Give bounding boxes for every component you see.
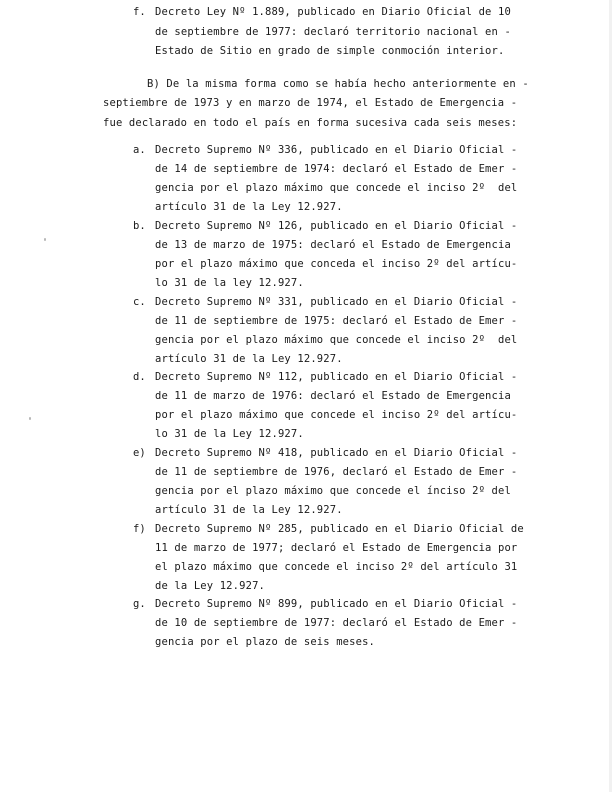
item-c-line: Decreto Supremo Nº 331, publicado en el Diario Oficial - xyxy=(155,296,518,308)
item-a-label: a. xyxy=(133,144,146,156)
item-f-top-label: f. xyxy=(133,6,146,18)
section-b-line: fue declarado en todo el país en forma sucesiva cada seis meses: xyxy=(103,117,518,129)
item-d-line: de 11 de marzo de 1976: declaró el Estado de Emergencia xyxy=(155,390,511,402)
item-g-line: Decreto Supremo Nº 899, publicado en el Diario Oficial - xyxy=(155,598,518,610)
item-g-line: gencia por el plazo de seis meses. xyxy=(155,636,376,648)
item-e-label: e) xyxy=(133,447,146,459)
item-f-top-line: Estado de Sitio en grado de simple conmoción interior. xyxy=(155,45,505,57)
item-f-line: de la Ley 12.927. xyxy=(155,580,266,592)
item-f-line: el plazo máximo que concede el inciso 2º del artículo 31 xyxy=(155,561,518,573)
item-e-line: artículo 31 de la Ley 12.927. xyxy=(155,504,343,516)
item-b-line: Decreto Supremo Nº 126, publicado en el Diario Oficial - xyxy=(155,220,518,232)
item-g-line: de 10 de septiembre de 1977: declaró el Estado de Emer - xyxy=(155,617,518,629)
item-c-line: gencia por el plazo máximo que concede el inciso 2º del xyxy=(155,334,518,346)
item-c-line: de 11 de septiembre de 1975: declaró el Estado de Emer - xyxy=(155,315,518,327)
item-a-line: gencia por el plazo máximo que concede el inciso 2º del xyxy=(155,182,518,194)
item-c-line: artículo 31 de la Ley 12.927. xyxy=(155,353,343,365)
scan-speck xyxy=(29,417,31,420)
section-b-line: B) De la misma forma como se había hecho anteriormente en - xyxy=(147,78,529,90)
item-f-top-line: Decreto Ley Nº 1.889, publicado en Diario Oficial de 10 xyxy=(155,6,511,18)
item-f-line: 11 de marzo de 1977; declaró el Estado de Emergencia por xyxy=(155,542,518,554)
item-c-label: c. xyxy=(133,296,146,308)
item-b-line: por el plazo máximo que conceda el inciso 2º del artícu- xyxy=(155,258,518,270)
item-a-line: artículo 31 de la Ley 12.927. xyxy=(155,201,343,213)
item-b-line: lo 31 de la ley 12.927. xyxy=(155,277,304,289)
item-a-line: de 14 de septiembre de 1974: declaró el Estado de Emer - xyxy=(155,163,518,175)
scan-speck xyxy=(44,238,46,241)
item-d-line: lo 31 de la Ley 12.927. xyxy=(155,428,304,440)
section-b-line: septiembre de 1973 y en marzo de 1974, el Estado de Emergencia - xyxy=(103,97,518,109)
item-g-label: g. xyxy=(133,598,146,610)
item-a-line: Decreto Supremo Nº 336, publicado en el Diario Oficial - xyxy=(155,144,518,156)
item-e-line: gencia por el plazo máximo que concede el ínciso 2º del xyxy=(155,485,511,497)
item-f-line: Decreto Supremo Nº 285, publicado en el Diario Oficial de xyxy=(155,523,524,535)
item-b-line: de 13 de marzo de 1975: declaró el Estado de Emergencia xyxy=(155,239,511,251)
item-e-line: Decreto Supremo Nº 418, publicado en el Diario Oficial - xyxy=(155,447,518,459)
item-b-label: b. xyxy=(133,220,146,232)
item-d-label: d. xyxy=(133,371,146,383)
item-d-line: Decreto Supremo Nº 112, publicado en el Diario Oficial - xyxy=(155,371,518,383)
item-e-line: de 11 de septiembre de 1976, declaró el Estado de Emer - xyxy=(155,466,518,478)
item-d-line: por el plazo máximo que concede el inciso 2º del artícu- xyxy=(155,409,518,421)
item-f-label: f) xyxy=(133,523,146,535)
item-f-top-line: de septiembre de 1977: declaró territorio nacional en - xyxy=(155,26,511,38)
